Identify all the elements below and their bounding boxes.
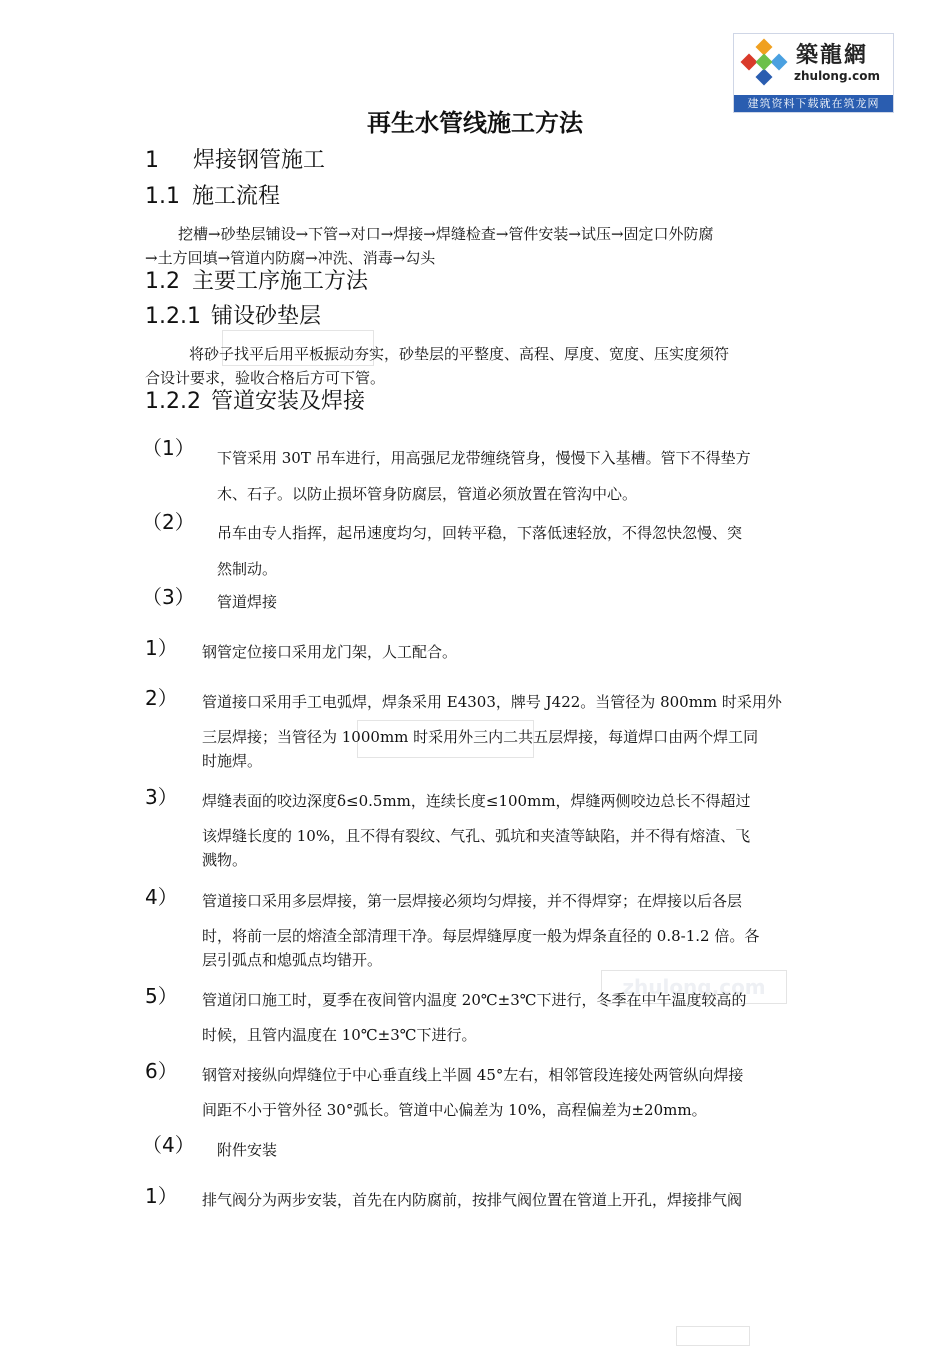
subitem-number: 6） — [145, 1059, 178, 1083]
heading-1-2 — [145, 267, 368, 297]
subitem-line: 时，将前一层的熔渣全部清理干净。每层焊缝厚度一般为焊条直径的 0.8-1.2 倍。各 — [202, 927, 760, 945]
subitem-text — [202, 789, 812, 872]
item-number: （4） — [142, 1133, 195, 1157]
subitem-line: 层引弧点和熄弧点均错开。 — [202, 951, 383, 969]
subitem-line: 该焊缝长度的 10%，且不得有裂纹、气孔、弧坑和夹渣等缺陷，并不得有熔渣、飞 — [202, 827, 751, 845]
heading-1 — [145, 146, 325, 176]
watermark-text: zhulong.com — [622, 975, 766, 999]
paragraph-line: 挖槽→砂垫层铺设→下管→对口→焊接→焊缝检查→管件安装→试压→固定口外防腐 — [178, 225, 714, 243]
subitem-number: 1） — [145, 1184, 178, 1208]
paragraph-line: →土方回填→管道内防腐→冲洗、消毒→勾头 — [145, 249, 436, 267]
item-text — [217, 515, 817, 587]
zhulong-logo — [733, 33, 894, 113]
subitem-line: 管道接口采用手工电弧焊，焊条采用 E4303，牌号 J422。当管径为 800mm 时采用外 — [202, 693, 782, 711]
subitem-text: 钢管定位接口采用龙门架，人工配合。 — [202, 643, 458, 661]
logo-chinese-name: 築龍網 — [796, 42, 869, 68]
paragraph-flow — [145, 222, 825, 270]
subitem-number: 5） — [145, 984, 178, 1008]
item-number: （3） — [142, 585, 195, 609]
subitem-number: 1） — [145, 636, 178, 660]
subitem-text — [202, 1063, 812, 1122]
paragraph-line: 合设计要求，验收合格后方可下管。 — [145, 369, 386, 387]
heading-number: 1 — [145, 148, 159, 173]
subitem-line: 钢管对接纵向焊缝位于中心垂直线上半圆 45°左右，相邻管段连接处两管纵向焊接 — [202, 1066, 744, 1084]
logo-tagline: 建筑资料下载就在筑龙网 — [734, 95, 893, 112]
logo-mark-icon — [737, 37, 793, 93]
heading-text: 主要工序施工方法 — [192, 269, 369, 294]
item-line: 木、石子。以防止损坏管身防腐层，管道必须放置在管沟中心。 — [217, 485, 638, 503]
heading-text: 铺设砂垫层 — [210, 304, 321, 329]
item-line: 然制动。 — [217, 560, 278, 578]
logo-domain: zhulong.com — [794, 69, 880, 83]
heading-text: 焊接钢管施工 — [193, 148, 326, 173]
heading-number: 1.1 — [145, 184, 180, 209]
subitem-text — [202, 889, 812, 972]
subitem-line: 管道闭口施工时，夏季在夜间管内温度 20℃±3℃下进行，冬季在中午温度较高的 — [202, 991, 747, 1009]
item-text: 管道焊接 — [217, 593, 278, 611]
heading-number: 1.2.1 — [145, 304, 201, 329]
subitem-text — [202, 988, 812, 1047]
item-line: 吊车由专人指挥，起吊速度均匀，回转平稳，下落低速轻放，不得忽快忽慢、突 — [217, 524, 743, 542]
heading-1-2-2 — [145, 387, 365, 417]
subitem-line: 管道接口采用多层焊接，第一层焊接必须均匀焊接，并不得焊穿；在焊接以后各层 — [202, 892, 743, 910]
item-text — [217, 440, 817, 512]
heading-number: 1.2 — [145, 269, 180, 294]
subitem-number: 4） — [145, 885, 178, 909]
watermark-box — [676, 1326, 750, 1346]
subitem-line: 间距不小于管外径 30°弧长。管道中心偏差为 10%，高程偏差为±20mm。 — [202, 1101, 707, 1119]
subitem-number: 3） — [145, 785, 178, 809]
subitem-line: 溅物。 — [202, 851, 248, 869]
heading-number: 1.2.2 — [145, 389, 201, 414]
heading-1-2-1 — [145, 302, 321, 332]
subitem-text: 排气阀分为两步安装，首先在内防腐前，按排气阀位置在管道上开孔，焊接排气阀 — [202, 1191, 743, 1209]
heading-1-1 — [145, 182, 280, 212]
subitem-text — [202, 690, 812, 773]
paragraph-line: 将砂子找平后用平板振动夯实，砂垫层的平整度、高程、厚度、宽度、压实度须符 — [189, 345, 730, 363]
document-title: 再生水管线施工方法 — [367, 109, 583, 137]
item-line: 下管采用 30T 吊车进行，用高强尼龙带缠绕管身，慢慢下入基槽。管下不得垫方 — [217, 449, 751, 467]
heading-text: 施工流程 — [192, 184, 281, 209]
subitem-line: 焊缝表面的咬边深度δ≤0.5mm，连续长度≤100mm，焊缝两侧咬边总长不得超过 — [202, 792, 751, 810]
heading-text: 管道安装及焊接 — [210, 389, 365, 414]
item-text: 附件安装 — [217, 1141, 278, 1159]
subitem-line: 时候，且管内温度在 10℃±3℃下进行。 — [202, 1026, 477, 1044]
subitem-line: 三层焊接；当管径为 1000mm 时采用外三内二共五层焊接，每道焊口由两个焊工同 — [202, 728, 759, 746]
item-number: （1） — [142, 436, 195, 460]
paragraph-sand — [145, 342, 825, 390]
subitem-line: 时施焊。 — [202, 752, 263, 770]
item-number: （2） — [142, 510, 195, 534]
subitem-number: 2） — [145, 686, 178, 710]
